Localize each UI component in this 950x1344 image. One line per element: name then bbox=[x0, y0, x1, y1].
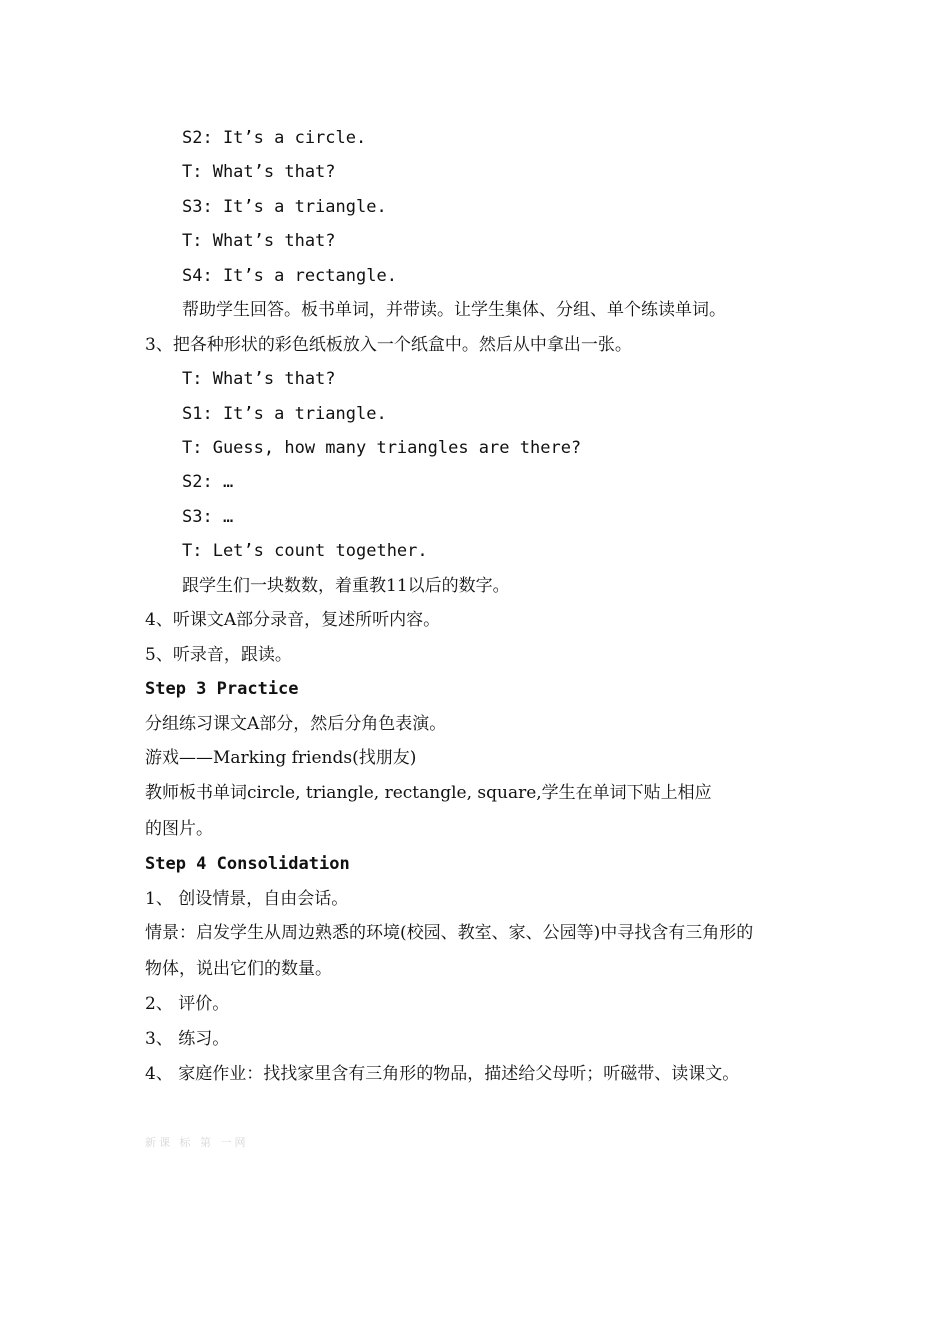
dialogue-line: S4: It’s a rectangle. bbox=[182, 266, 397, 286]
dialogue-line: T: What’s that? bbox=[182, 369, 336, 389]
teaching-note: 跟学生们一块数数，着重教11以后的数字。 bbox=[182, 576, 510, 596]
dialogue-line: T: Guess, how many triangles are there? bbox=[182, 438, 582, 458]
section-heading: Step 3 Practice bbox=[145, 679, 299, 699]
section-heading: Step 4 Consolidation bbox=[145, 854, 350, 874]
dialogue-line: T: Let’s count together. bbox=[182, 541, 428, 561]
list-item: 5、听录音，跟读。 bbox=[145, 645, 292, 665]
list-item: 4、听课文A部分录音，复述所听内容。 bbox=[145, 610, 441, 630]
dialogue-line: S1: It’s a triangle. bbox=[182, 404, 387, 424]
dialogue-line: S3: … bbox=[182, 507, 234, 527]
watermark: 新课 标 第 一网 bbox=[145, 1136, 249, 1149]
dialogue-line: S2: It’s a circle. bbox=[182, 128, 367, 148]
paragraph: 物体，说出它们的数量。 bbox=[145, 959, 332, 979]
paragraph: 的图片。 bbox=[145, 819, 213, 839]
list-item: 3、把各种形状的彩色纸板放入一个纸盒中。然后从中拿出一张。 bbox=[145, 335, 632, 355]
list-item: 1、 创设情景，自由会话。 bbox=[145, 889, 349, 909]
paragraph: 情景：启发学生从周边熟悉的环境(校园、教室、家、公园等)中寻找含有三角形的 bbox=[145, 923, 754, 943]
list-item: 4、 家庭作业：找找家里含有三角形的物品，描述给父母听；听磁带、读课文。 bbox=[145, 1064, 740, 1084]
paragraph: 游戏——Marking friends(找朋友) bbox=[145, 748, 417, 768]
teaching-note: 帮助学生回答。板书单词，并带读。让学生集体、分组、单个练读单词。 bbox=[182, 300, 726, 320]
paragraph: 分组练习课文A部分，然后分角色表演。 bbox=[145, 714, 447, 734]
dialogue-line: S2: … bbox=[182, 472, 234, 492]
dialogue-line: T: What’s that? bbox=[182, 162, 336, 182]
list-item: 2、 评价。 bbox=[145, 994, 230, 1014]
list-item: 3、 练习。 bbox=[145, 1029, 230, 1049]
dialogue-line: T: What’s that? bbox=[182, 231, 336, 251]
paragraph: 教师板书单词circle, triangle, rectangle, square,学生在单词下贴上相应 bbox=[145, 783, 712, 803]
dialogue-line: S3: It’s a triangle. bbox=[182, 197, 387, 217]
